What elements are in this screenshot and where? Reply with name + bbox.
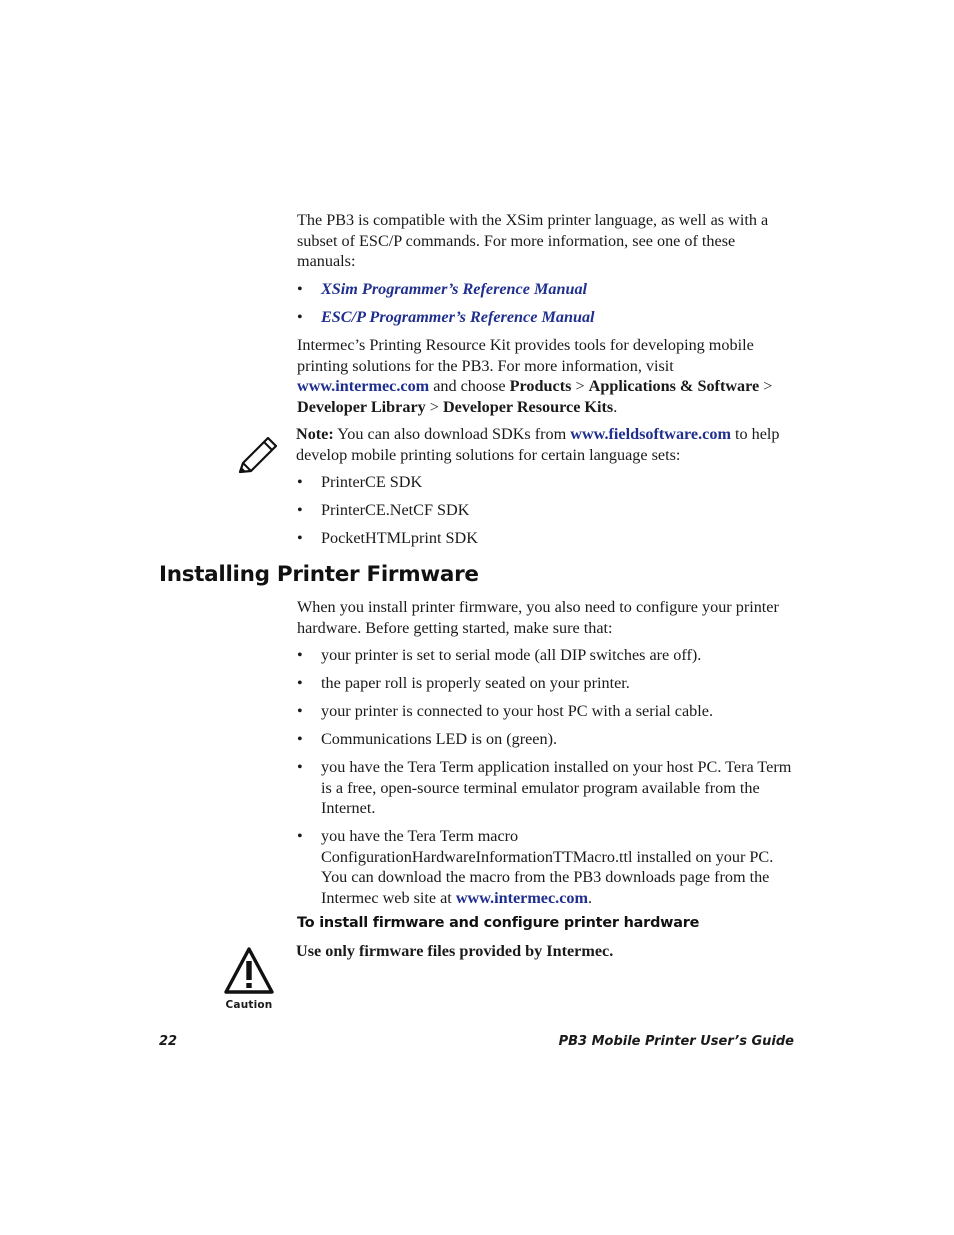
note-text: You can also download SDKs from — [337, 425, 567, 443]
footer-title: PB3 Mobile Printer User’s Guide — [558, 1034, 794, 1049]
list-item[interactable] — [297, 279, 797, 300]
section-intro: When you install printer firmware, you also need to configure your printer hardware. Before getting started, make sure that: — [297, 598, 779, 637]
path-separator: > — [575, 377, 585, 395]
sdk-list — [297, 472, 797, 549]
path-developer-library: Developer Library — [297, 397, 426, 416]
list-item: • your printer is set to serial mode (all DIP switches are off). — [297, 645, 797, 666]
manual-link-escp[interactable]: ESC/P Programmer’s Reference Manual — [321, 308, 595, 326]
note-label: Note: — [296, 425, 334, 443]
path-separator: > — [429, 397, 439, 416]
period: . — [613, 397, 618, 416]
list-item: • PrinterCE SDK — [297, 472, 797, 493]
list-item: • the paper roll is properly seated on your printer. — [297, 673, 797, 694]
caution-text: Use only firmware files provided by Intermec. — [296, 942, 614, 960]
page-number: 22 — [159, 1034, 178, 1049]
procedure-heading: To install firmware and configure printer hardware — [297, 915, 700, 931]
manual-link-xsim[interactable]: XSim Programmer’s Reference Manual — [321, 280, 588, 298]
list-item[interactable] — [297, 307, 797, 328]
intermec-link-2[interactable]: www.intermec.com — [455, 888, 588, 907]
checklist — [297, 645, 797, 908]
pencil-icon — [234, 434, 280, 476]
intermec-link[interactable]: www.intermec.com — [297, 377, 430, 395]
path-developer-resource-kits: Developer Resource Kits — [442, 397, 614, 416]
macro-text: you have the Tera Term macro ConfigurationHardwareInformationTTMacro.ttl installed on your PC. You can download the macro from the PB3 downloads page from the Intermec web site at — [321, 827, 774, 907]
caution-icon — [222, 946, 276, 1010]
list-item: • your printer is connected to your host PC with a serial cable. — [297, 701, 797, 722]
fieldsoftware-link[interactable]: www.fieldsoftware.com — [570, 425, 731, 443]
intro-paragraph: The PB3 is compatible with the XSim printer language, as well as with a subset of ESC/P commands. For more information, see one of these manuals: — [297, 211, 769, 270]
period: . — [588, 888, 593, 907]
path-products: Products — [509, 377, 572, 395]
resource-kit-text: Intermec’s Printing Resource Kit provides tools for developing mobile printing solutions for the PB3. For more information, visit — [297, 336, 754, 375]
list-item — [297, 826, 797, 908]
list-item: • Communications LED is on (green). — [297, 729, 797, 750]
path-separator: > — [763, 377, 773, 395]
path-applications: Applications & Software — [588, 377, 760, 395]
manuals-list — [297, 279, 797, 328]
list-item: • PrinterCE.NetCF SDK — [297, 500, 797, 521]
resource-kit-choose: and choose — [433, 377, 506, 395]
note-paragraph — [296, 424, 796, 465]
note-text-2: to help develop mobile printing solutions for certain language sets: — [296, 425, 780, 464]
list-item: • PocketHTMLprint SDK — [297, 528, 797, 549]
list-item: • you have the Tera Term application installed on your host PC. Tera Term is a free, open-source terminal emulator program available from the Internet. — [297, 757, 797, 819]
section-heading: Installing Printer Firmware — [159, 562, 479, 587]
caution-label: Caution — [225, 999, 273, 1011]
resource-kit-paragraph — [297, 335, 797, 417]
